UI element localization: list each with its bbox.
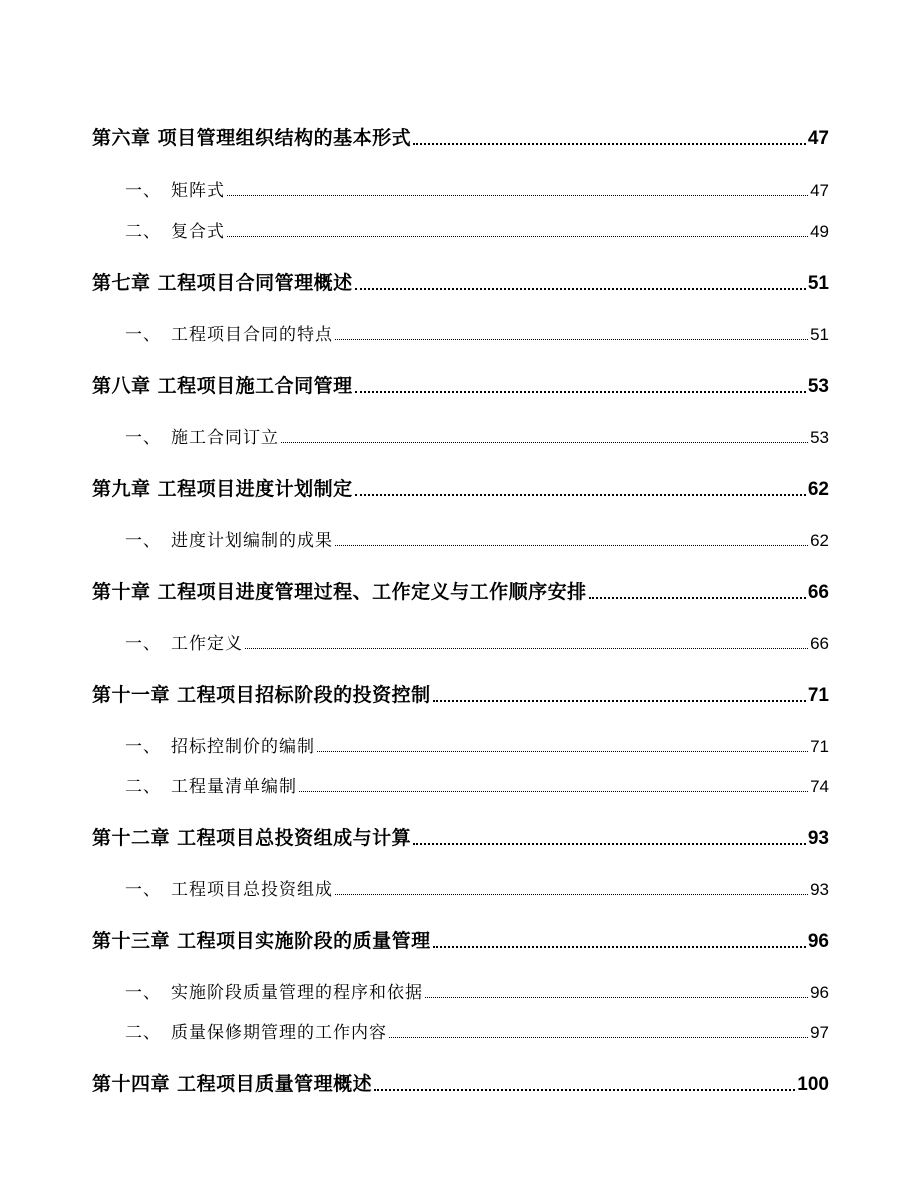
toc-page-number: 51 [810, 325, 829, 344]
dot-leader [281, 441, 808, 443]
toc-chapter-entry[interactable] [92, 371, 829, 398]
dot-leader [227, 235, 808, 237]
toc-section-number: 二、 [125, 222, 161, 242]
dot-leader [335, 893, 808, 895]
toc-section-entry[interactable] [125, 978, 829, 1003]
toc-section-number: 二、 [125, 777, 161, 797]
toc-entry-title: 施工合同订立 [171, 428, 279, 448]
toc-page-number: 47 [807, 128, 829, 149]
toc-section-number: 一、 [125, 634, 161, 654]
toc-page-number: 66 [810, 634, 829, 653]
toc-chapter-entry[interactable] [92, 680, 829, 707]
toc-section-entry[interactable] [125, 217, 829, 242]
dot-leader [355, 287, 806, 290]
toc-section-entry[interactable] [125, 732, 829, 757]
toc-chapter-entry[interactable] [92, 268, 829, 295]
toc-page-number: 97 [810, 1023, 829, 1042]
dot-leader [425, 996, 808, 998]
toc-entry-title: 质量保修期管理的工作内容 [171, 1023, 387, 1043]
toc-section-entry[interactable] [125, 875, 829, 900]
dot-leader [335, 544, 808, 546]
toc-entry-title: 第七章 工程项目合同管理概述 [92, 272, 353, 294]
toc-section-number: 一、 [125, 983, 161, 1003]
toc-page-number: 74 [810, 777, 829, 796]
toc-chapter-entry[interactable] [92, 823, 829, 850]
toc-section-entry[interactable] [125, 1018, 829, 1043]
toc-section-entry[interactable] [125, 526, 829, 551]
dot-leader [227, 194, 808, 196]
toc-page-number: 71 [810, 737, 829, 756]
toc-page-number: 51 [807, 273, 829, 294]
toc-page-number: 62 [807, 479, 829, 500]
toc-entry-title: 工程量清单编制 [171, 777, 297, 797]
toc-page-number: 62 [810, 531, 829, 550]
dot-leader [355, 493, 806, 496]
toc-page-number: 53 [807, 376, 829, 397]
toc-chapter-entry[interactable] [92, 577, 829, 604]
toc-chapter-entry[interactable] [92, 1069, 829, 1096]
toc-entry-title: 第八章 工程项目施工合同管理 [92, 375, 353, 397]
dot-leader [389, 1036, 808, 1038]
toc-page-number: 96 [810, 983, 829, 1002]
toc-page-number: 93 [807, 828, 829, 849]
dot-leader [433, 945, 806, 948]
dot-leader [413, 142, 806, 145]
toc-section-number: 一、 [125, 428, 161, 448]
toc-page-number: 100 [797, 1074, 829, 1095]
toc-page-number: 47 [810, 181, 829, 200]
toc-entry-title: 第九章 工程项目进度计划制定 [92, 478, 353, 500]
toc-entry-title: 工程项目总投资组成 [171, 880, 333, 900]
toc-section-entry[interactable] [125, 423, 829, 448]
toc-entry-title: 工程项目合同的特点 [171, 325, 333, 345]
toc-entry-title: 第十一章 工程项目招标阶段的投资控制 [92, 684, 431, 706]
dot-leader [589, 596, 806, 599]
toc-page-number: 71 [807, 685, 829, 706]
toc-entry-title: 第十四章 工程项目质量管理概述 [92, 1073, 373, 1095]
toc-page-number: 49 [810, 222, 829, 241]
toc-entry-title: 第十章 工程项目进度管理过程、工作定义与工作顺序安排 [92, 581, 587, 603]
toc-section-entry[interactable] [125, 320, 829, 345]
dot-leader [335, 338, 808, 340]
toc-entry-title: 进度计划编制的成果 [171, 531, 333, 551]
toc-chapter-entry[interactable] [92, 926, 829, 953]
toc-entry-title: 第十二章 工程项目总投资组成与计算 [92, 827, 412, 849]
toc-entry-title: 招标控制价的编制 [171, 737, 315, 757]
toc-section-number: 一、 [125, 880, 161, 900]
toc-entry-title: 工作定义 [171, 634, 243, 654]
toc-page-number: 93 [810, 880, 829, 899]
dot-leader [355, 390, 806, 393]
toc-section-number: 一、 [125, 325, 161, 345]
dot-leader [299, 790, 808, 792]
toc-section-number: 一、 [125, 737, 161, 757]
toc-page-number: 96 [807, 931, 829, 952]
toc-entry-title: 第六章 项目管理组织结构的基本形式 [92, 127, 412, 149]
dot-leader [317, 750, 808, 752]
toc-page-number: 53 [810, 428, 829, 447]
toc-chapter-entry[interactable] [92, 123, 829, 150]
toc-section-entry[interactable] [125, 629, 829, 654]
toc-entry-title: 复合式 [171, 222, 225, 242]
toc-section-entry[interactable] [125, 176, 829, 201]
toc-page-number: 66 [807, 582, 829, 603]
dot-leader [413, 842, 806, 845]
toc-section-number: 一、 [125, 181, 161, 201]
toc-section-number: 二、 [125, 1023, 161, 1043]
toc-entry-title: 矩阵式 [171, 181, 225, 201]
dot-leader [433, 699, 806, 702]
toc-section-entry[interactable] [125, 772, 829, 797]
toc-entry-title: 实施阶段质量管理的程序和依据 [171, 983, 423, 1003]
dot-leader [245, 647, 808, 649]
toc-chapter-entry[interactable] [92, 474, 829, 501]
dot-leader [374, 1088, 795, 1091]
toc-section-number: 一、 [125, 531, 161, 551]
toc-entry-title: 第十三章 工程项目实施阶段的质量管理 [92, 930, 431, 952]
